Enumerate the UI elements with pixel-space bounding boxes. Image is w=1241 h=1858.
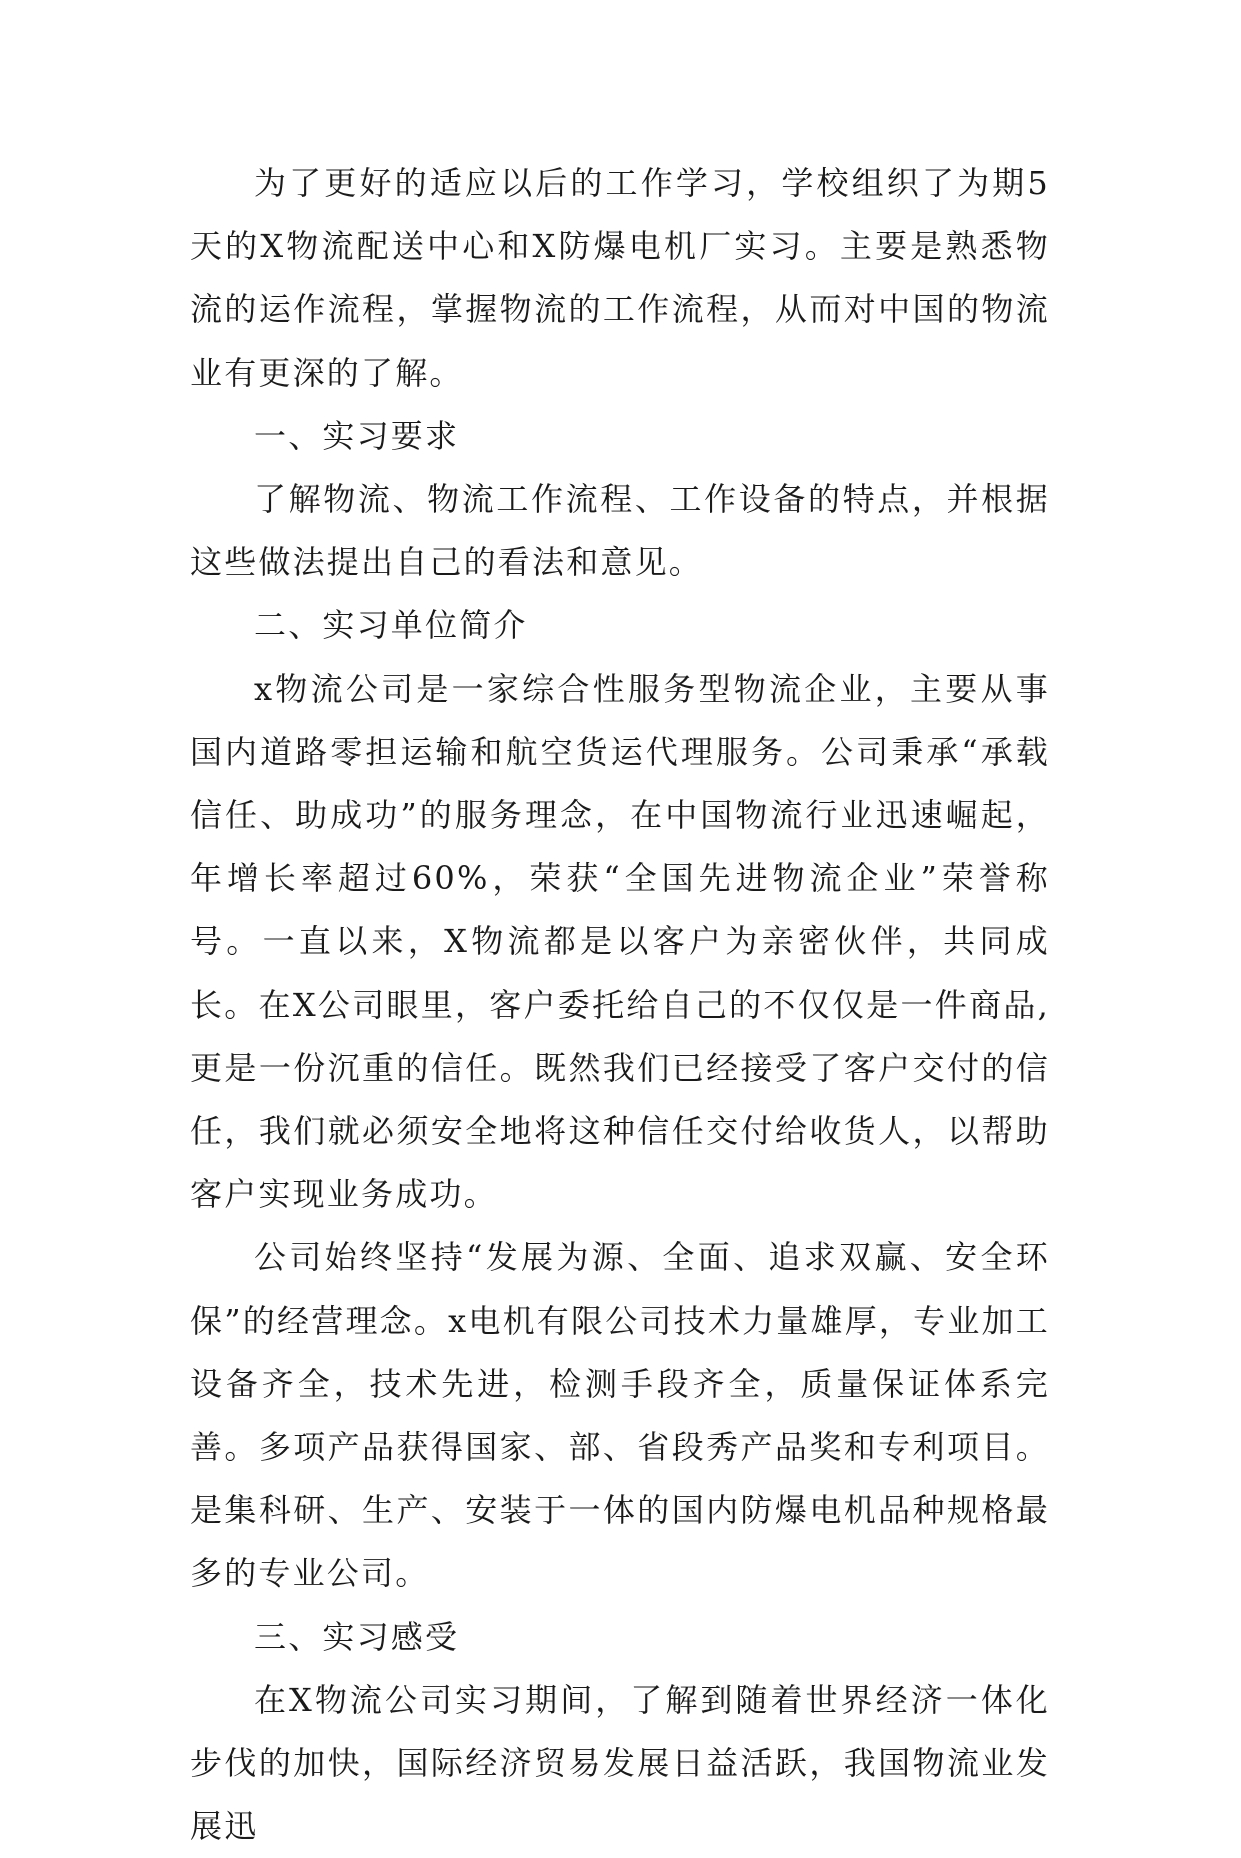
company-intro-paragraph: x物流公司是一家综合性服务型物流企业，主要从事国内道路零担运输和航空货运代理服务。公司秉承“承载信任、助成功”的服务理念，在中国物流行业迅速崛起，年增长率超过60%，荣获“全国先进物流企业”荣誉称号。一直以来，X物流都是以客户为亲密伙伴，共同成长。在X公司眼里，客户委托给自己的不仅仅是一件商品,更是一份沉重的信任。既然我们已经接受了客户交付的信任，我们就必须安全地将这种信任交付给收货人，以帮助客户实现业务成功。: [190, 669, 1050, 1214]
intro-paragraph: 为了更好的适应以后的工作学习，学校组织了为期5天的X物流配送中心和X防爆电机厂实习。主要是熟悉物流的运作流程，掌握物流的工作流程，从而对中国的物流业有更深的了解。: [190, 164, 1050, 392]
section-heading-company-intro: 二、实习单位简介: [254, 606, 528, 645]
section-heading-requirements: 一、实习要求: [254, 416, 460, 455]
reflections-paragraph: 在X物流公司实习期间，了解到随着世界经济一体化步伐的加快，国际经济贸易发展日益活跃，我国物流业发展迅: [190, 1680, 1050, 1846]
document-body: [190, 152, 1050, 1858]
requirements-paragraph: 了解物流、物流工作流程、工作设备的特点，并根据这些做法提出自己的看法和意见。: [190, 480, 1050, 582]
company-philosophy-paragraph: 公司始终坚持“发展为源、全面、追求双赢、安全环保”的经营理念。x电机有限公司技术力量雄厚，专业加工设备齐全，技术先进，检测手段齐全，质量保证体系完善。多项产品获得国家、部、省段秀产品奖和专利项目。是集科研、生产、安装于一体的国内防爆电机品种规格最多的专业公司。: [190, 1238, 1050, 1593]
section-heading-reflections: 三、实习感受: [254, 1617, 460, 1656]
